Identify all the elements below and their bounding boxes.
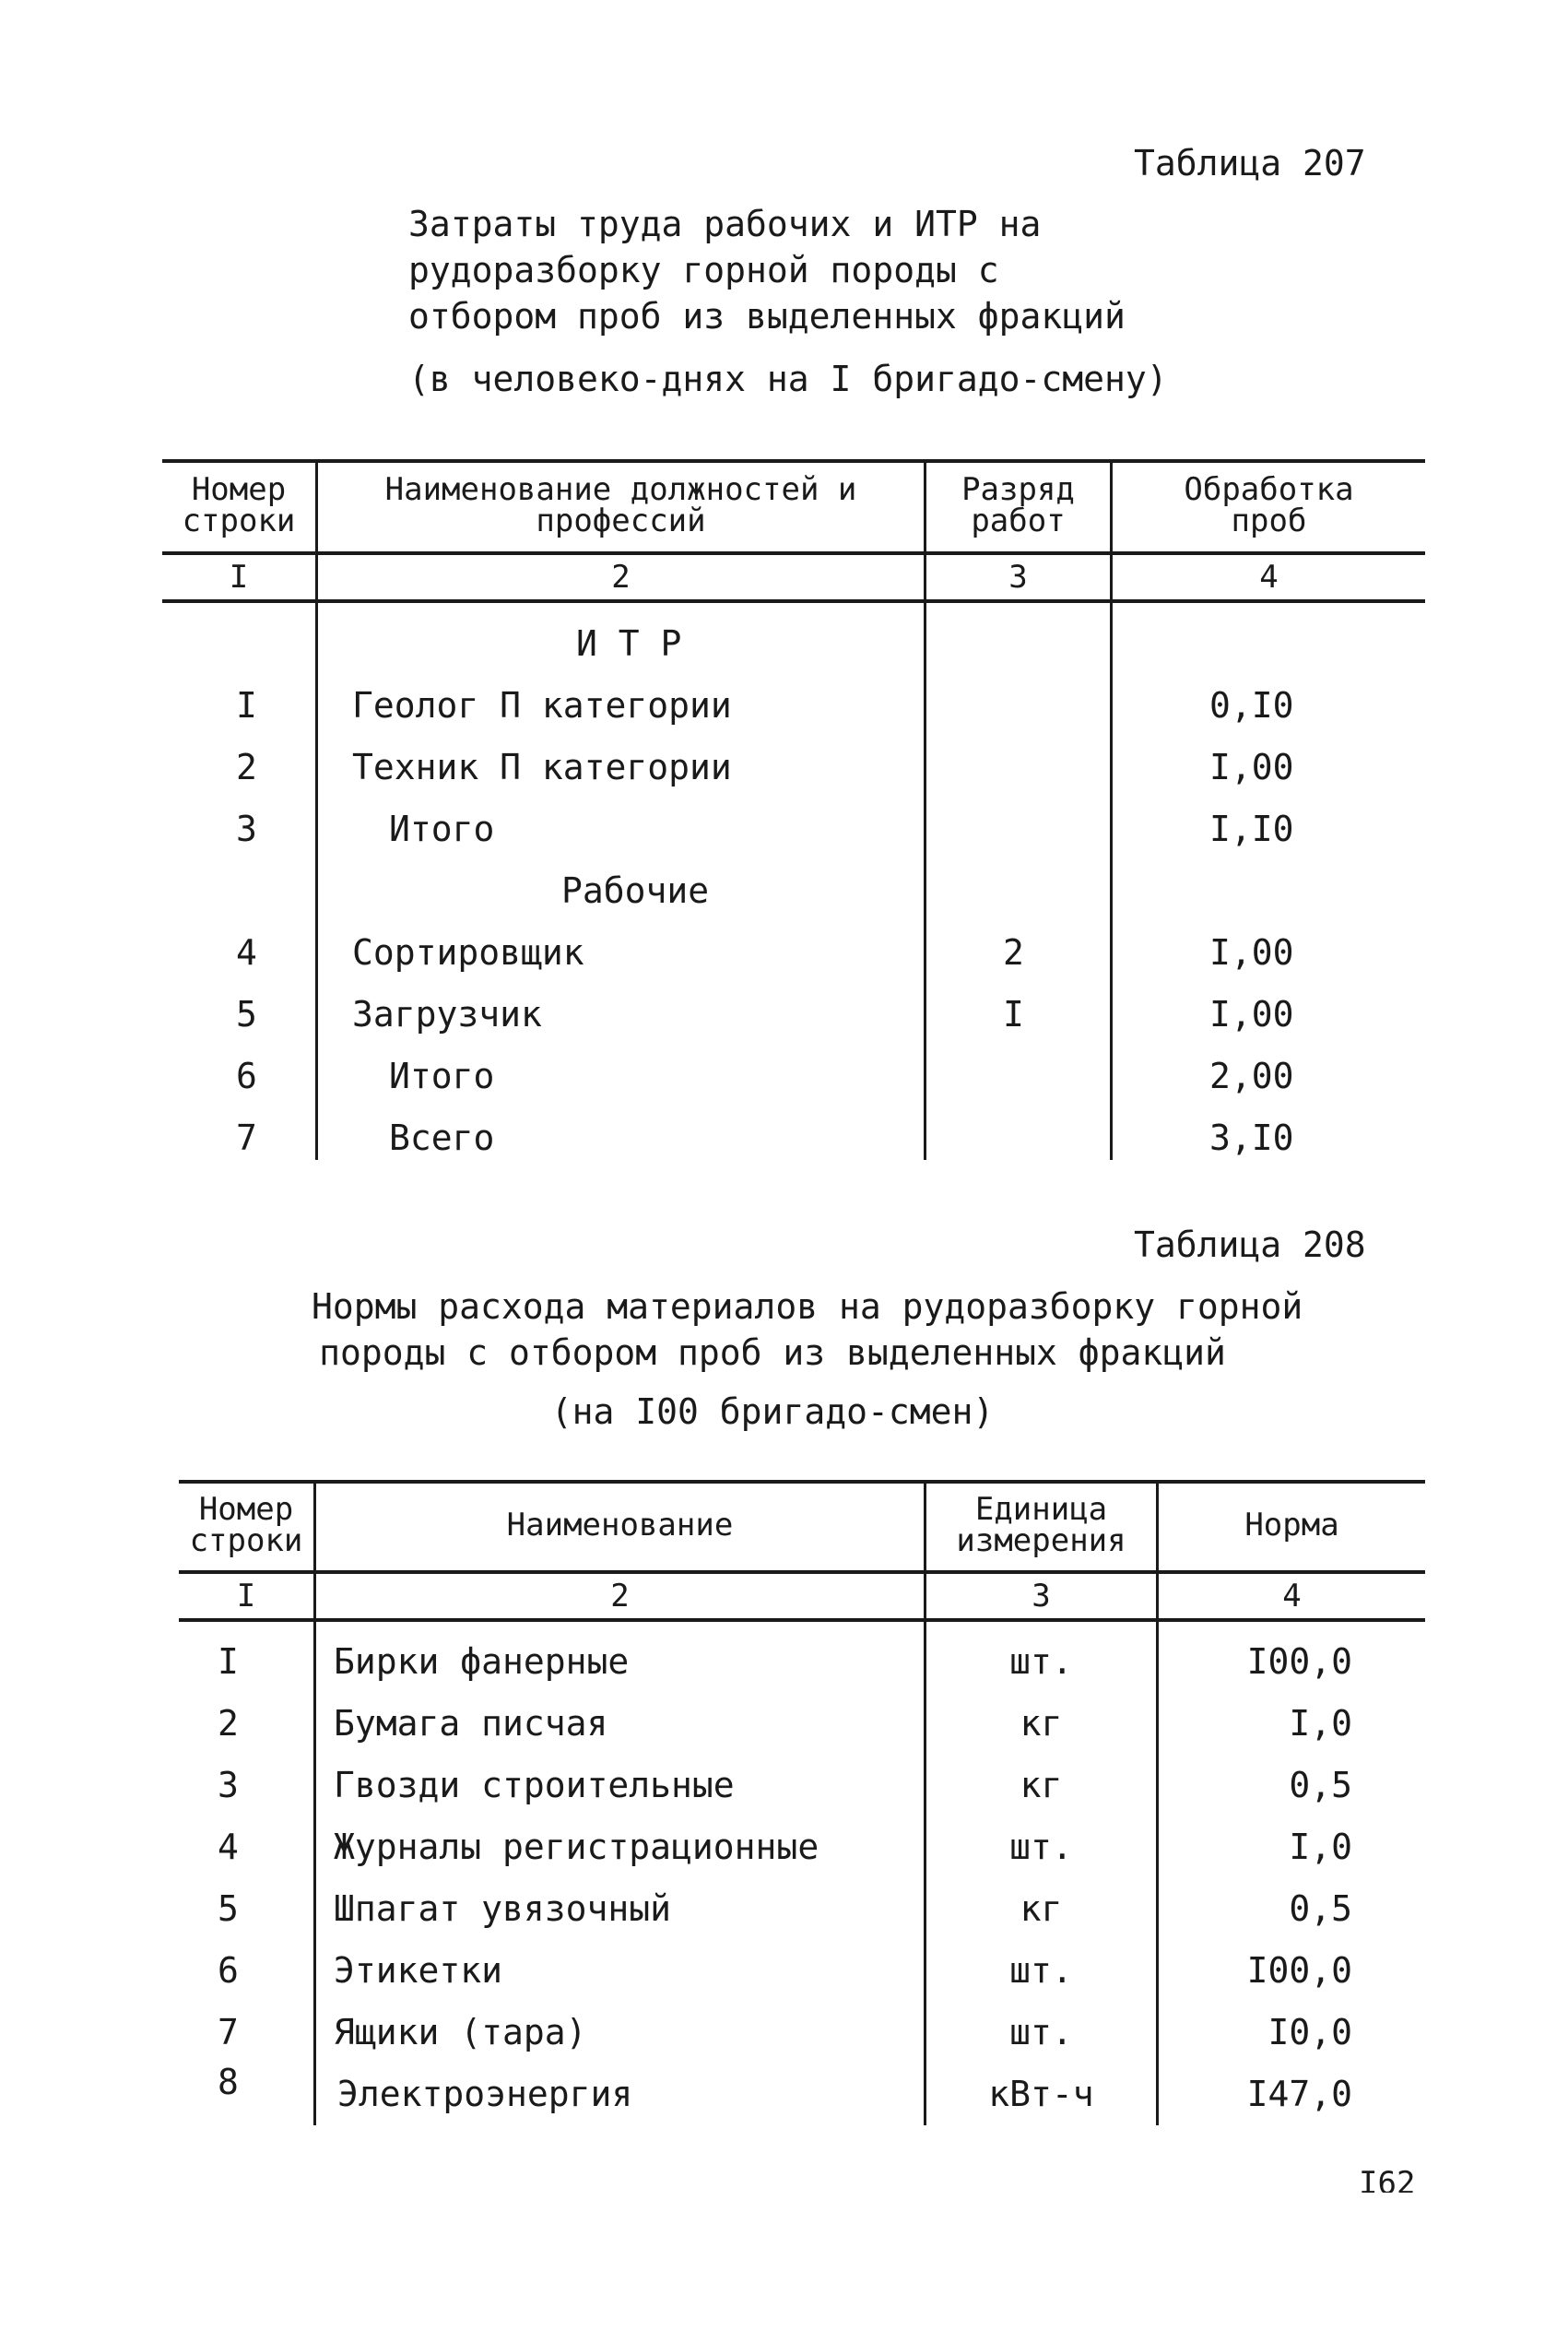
row-number: 6 — [218, 1950, 239, 1991]
row-unit: кг — [1020, 1765, 1063, 1805]
row-unit: кВт-ч — [988, 2074, 1094, 2114]
row-number: 7 — [218, 2012, 239, 2052]
column-number: 4 — [1259, 559, 1279, 596]
row-value: 3,I0 — [1209, 1118, 1294, 1158]
row-value: I47,0 — [1246, 2074, 1352, 2114]
table-top-rule — [179, 1480, 1425, 1484]
column-number: I — [236, 1578, 256, 1614]
header-row-number: Номер строки — [182, 471, 296, 539]
row-value: I00,0 — [1246, 1641, 1352, 1682]
header-name: Наименование — [506, 1507, 734, 1543]
title-line: породы с отбором проб из выделенных фракций — [319, 1332, 1226, 1373]
row-number: 6 — [236, 1056, 257, 1096]
column-number: 3 — [1032, 1578, 1051, 1614]
row-value: I,00 — [1209, 932, 1294, 973]
column-number: 2 — [611, 559, 631, 596]
table-top-rule — [162, 459, 1425, 463]
title-line: отбором проб из выделенных фракций — [408, 296, 1126, 337]
row-unit: кг — [1020, 1888, 1063, 1929]
row-number: 3 — [218, 1765, 239, 1805]
table-208-title — [312, 1283, 1303, 1376]
row-number: 8 — [218, 2062, 239, 2102]
row-name: Итого — [389, 1056, 495, 1096]
header-rule — [179, 1570, 1425, 1574]
row-name: Электроэнергия — [337, 2074, 633, 2114]
row-number: 2 — [236, 747, 257, 787]
row-name: Этикетки — [334, 1950, 503, 1991]
column-number: 4 — [1282, 1578, 1302, 1614]
row-value: 0,I0 — [1209, 685, 1294, 726]
row-grade: I — [1003, 994, 1024, 1035]
title-line: Затраты труда рабочих и ИТР на — [408, 204, 1042, 244]
row-name: Геолог П категории — [352, 685, 732, 726]
section-label-workers: Рабочие — [561, 870, 710, 911]
header-norm: Норма — [1244, 1507, 1339, 1543]
title-line: Нормы расхода материалов на рудоразборку горной — [312, 1286, 1303, 1327]
row-number: 2 — [218, 1703, 239, 1744]
row-value: I00,0 — [1246, 1950, 1352, 1991]
row-unit: шт. — [1009, 1827, 1073, 1867]
header-unit: Единица измерения — [956, 1491, 1126, 1559]
row-value: 0,5 — [1289, 1765, 1352, 1805]
row-name: Шпагат увязочный — [334, 1888, 672, 1929]
table-207-unit-note: (в человеко-днях на I бригадо-смену) — [408, 359, 1168, 399]
row-name: Всего — [389, 1118, 495, 1158]
row-name: Сортировщик — [352, 932, 584, 973]
header-processing: Обработка проб — [1184, 471, 1354, 539]
header-rule — [162, 551, 1425, 555]
header-grade: Разряд работ — [961, 471, 1075, 539]
row-value: 2,00 — [1209, 1056, 1294, 1096]
row-number: 3 — [236, 809, 257, 849]
row-value: 0,5 — [1289, 1888, 1352, 1929]
row-value: I,0 — [1289, 1703, 1352, 1744]
row-unit: шт. — [1009, 2012, 1073, 2052]
row-number: I — [218, 1641, 239, 1682]
row-number: 4 — [236, 932, 257, 973]
row-number: 7 — [236, 1118, 257, 1158]
column-number: 3 — [1008, 559, 1028, 596]
row-value: I,0 — [1289, 1827, 1352, 1867]
column-number: 2 — [610, 1578, 630, 1614]
page-number: I62 — [1359, 2165, 1416, 2193]
table-207-label: Таблица 207 — [1134, 143, 1366, 183]
row-value: I,00 — [1209, 747, 1294, 787]
row-value: I,00 — [1209, 994, 1294, 1035]
row-number: 5 — [236, 994, 257, 1035]
row-number: 5 — [218, 1888, 239, 1929]
row-name: Бирки фанерные — [334, 1641, 630, 1682]
table-208-unit-note: (на I00 бригадо-смен) — [550, 1391, 995, 1432]
column-divider — [313, 1480, 316, 2125]
row-name: Техник П категории — [352, 747, 732, 787]
column-number: I — [229, 559, 249, 596]
table-208-label: Таблица 208 — [1134, 1224, 1366, 1265]
row-unit: шт. — [1009, 1641, 1073, 1682]
table-207-title — [408, 201, 1126, 339]
row-name: Итого — [389, 809, 495, 849]
row-name: Ящики (тара) — [334, 2012, 587, 2052]
row-name: Гвозди строительные — [334, 1765, 735, 1805]
row-value: I0,0 — [1267, 2012, 1352, 2052]
row-unit: кг — [1020, 1703, 1063, 1744]
column-numbers-rule — [179, 1618, 1425, 1622]
row-name: Загрузчик — [352, 994, 542, 1035]
header-row-number: Номер строки — [189, 1491, 303, 1559]
title-line: рудоразборку горной породы с — [408, 250, 999, 290]
column-numbers-rule — [162, 599, 1425, 603]
row-value: I,I0 — [1209, 809, 1294, 849]
row-grade: 2 — [1003, 932, 1024, 973]
header-position-name: Наименование должностей и профессий — [384, 471, 857, 539]
row-number: 4 — [218, 1827, 239, 1867]
row-name: Журналы регистрационные — [334, 1827, 819, 1867]
row-unit: шт. — [1009, 1950, 1073, 1991]
section-label-itr: И Т Р — [576, 623, 682, 664]
row-name: Бумага писчая — [334, 1703, 608, 1744]
row-number: I — [236, 685, 257, 726]
